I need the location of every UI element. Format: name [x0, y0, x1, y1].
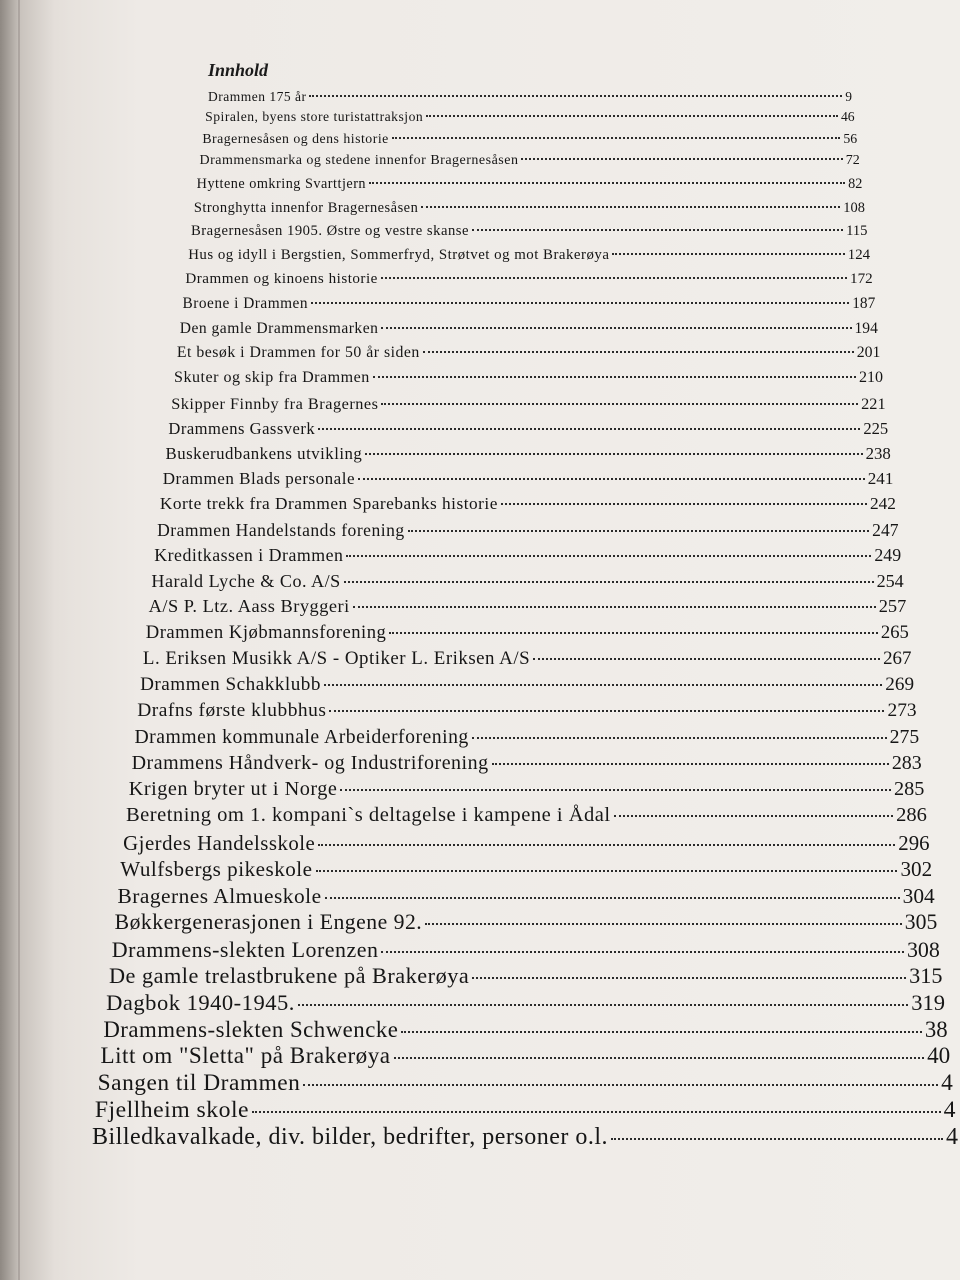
- toc-entry: [208, 89, 852, 105]
- toc-entry-title: Bragernesåsen 1905. Østre og vestre skanse: [191, 223, 469, 240]
- toc-entry-page-number: 269: [885, 673, 915, 695]
- toc-entry-title: Billedkavalkade, div. bilder, bedrifter, personer o.l.: [92, 1124, 609, 1150]
- toc-entry-page-number: 265: [880, 622, 909, 644]
- toc-leader-dots: [612, 253, 844, 255]
- toc-leader-dots: [329, 710, 884, 712]
- toc-entry-page-number: 108: [843, 199, 865, 216]
- toc-entry-page-number: 267: [883, 647, 912, 669]
- toc-entry: [143, 648, 912, 670]
- toc-leader-dots: [389, 632, 878, 634]
- toc-leader-dots: [316, 870, 898, 872]
- toc-entry: [168, 419, 888, 439]
- toc-entry-title: Drammen og kinoens historie: [185, 271, 378, 288]
- toc-entry: [160, 494, 896, 514]
- toc-entry-page-number: 319: [911, 989, 946, 1015]
- toc-entry-title: Gjerdes Handelsskole: [123, 830, 316, 855]
- toc-entry-page-number: 115: [846, 223, 868, 240]
- toc-leader-dots: [394, 1057, 925, 1059]
- toc-leader-dots: [369, 182, 845, 184]
- toc-entry-title: Drammen kommunale Arbeiderforening: [134, 725, 469, 748]
- toc-leader-dots: [501, 503, 867, 505]
- toc-entry: [120, 857, 932, 882]
- toc-entry-title: Hus og idyll i Bergstien, Sommerfryd, Strøtvet og mot Brakerøya: [188, 246, 610, 263]
- toc-entry-page-number: 124: [847, 246, 871, 263]
- toc-leader-dots: [533, 658, 880, 660]
- toc-entry-page-number: 187: [852, 295, 876, 313]
- toc-entry: [191, 223, 867, 240]
- toc-leader-dots: [318, 428, 860, 430]
- toc-leader-dots: [325, 897, 900, 899]
- toc-leader-dots: [353, 606, 876, 608]
- toc-entry: [188, 247, 870, 264]
- toc-entry-title: Buskerudbankens utvikling: [165, 443, 363, 463]
- toc-entry: [146, 622, 909, 644]
- toc-entry-title: Dagbok 1940-1945.: [106, 989, 295, 1015]
- toc-leader-dots: [303, 1084, 938, 1086]
- toc-entry-title: Hyttene omkring Svarttjern: [196, 176, 367, 193]
- toc-entry: [106, 990, 945, 1016]
- toc-entry-page-number: 238: [865, 443, 891, 463]
- toc-entry: [183, 295, 876, 313]
- toc-leader-dots: [472, 977, 906, 979]
- toc-entry-title: Spiralen, byens store turistattraksjon: [205, 108, 424, 124]
- toc-entry-page-number: 4: [943, 1097, 956, 1124]
- page-gutter-shadow: [0, 0, 70, 1280]
- toc-entry-page-number: 72: [845, 153, 860, 169]
- toc-entry: [115, 910, 938, 935]
- toc-entry-title: Skuter og skip fra Drammen: [174, 368, 370, 386]
- toc-entry-title: L. Eriksen Musikk A/S - Optiker L. Eriksen A/S: [142, 647, 531, 669]
- toc-entry-page-number: 315: [909, 963, 943, 989]
- toc-entry-title: Litt om "Sletta" på Brakerøya: [100, 1043, 391, 1070]
- toc-entry-page-number: 304: [902, 883, 935, 908]
- toc-entry-title: Stronghytta innenfor Bragernesåsen: [193, 199, 419, 216]
- toc-entry-title: Drammens Håndverk- og Industriforening: [131, 752, 489, 774]
- toc-entry-title: Drammen Kjøbmannsforening: [145, 622, 387, 644]
- toc-leader-dots: [358, 478, 865, 480]
- toc-entry-title: Bøkkergenerasjonen i Engene 92.: [114, 910, 423, 935]
- toc-entry: [123, 831, 929, 856]
- toc-leader-dots: [381, 327, 851, 329]
- toc-leader-dots: [344, 581, 874, 583]
- toc-entry: [185, 271, 872, 288]
- toc-leader-dots: [401, 1031, 921, 1033]
- toc-leader-dots: [381, 951, 903, 953]
- toc-entry-page-number: 254: [876, 570, 904, 591]
- toc-entry: [126, 804, 927, 827]
- toc-entry-page-number: 302: [900, 857, 933, 882]
- toc-entry-page-number: 257: [878, 596, 907, 617]
- toc-entry-title: Drammen Schakklubb: [140, 673, 321, 695]
- toc-entry: [174, 369, 883, 387]
- toc-entry: [134, 726, 919, 749]
- toc-entry-page-number: 4: [946, 1124, 958, 1150]
- toc-leader-dots: [408, 530, 869, 532]
- toc-entry-page-number: 242: [869, 494, 896, 514]
- toc-entry-title: Bragernes Almueskole: [117, 883, 322, 908]
- toc-entry-title: A/S P. Ltz. Aass Bryggeri: [148, 596, 350, 617]
- toc-entry-title: Sangen til Drammen: [97, 1070, 301, 1097]
- toc-title: Innhold: [208, 60, 269, 80]
- toc-entry-page-number: 285: [893, 778, 925, 801]
- toc-entry: [157, 520, 898, 541]
- toc-entry-title: Skipper Finnby fra Bragernes: [171, 393, 379, 413]
- toc-entry: [151, 571, 903, 592]
- toc-entry-title: Fjellheim skole: [94, 1097, 250, 1124]
- toc-entry-page-number: 9: [845, 88, 852, 104]
- toc-entry: [112, 937, 940, 963]
- toc-entry-page-number: 172: [850, 271, 873, 288]
- toc-entry-title: Harald Lyche & Co. A/S: [151, 570, 341, 591]
- toc-entry-title: Drammens-slekten Schwencke: [103, 1016, 399, 1042]
- toc-entry-title: Drammens-slekten Lorenzen: [111, 936, 379, 962]
- toc-leader-dots: [298, 1004, 908, 1006]
- toc-leader-dots: [311, 302, 849, 304]
- toc-leader-dots: [346, 555, 871, 557]
- toc-entry: [194, 200, 865, 217]
- toc-entry: [132, 752, 922, 775]
- toc-entry-title: Wulfsbergs pikeskole: [120, 857, 313, 882]
- toc-entry-title: Et besøk i Drammen for 50 år siden: [176, 344, 420, 362]
- toc-entry: [129, 778, 925, 801]
- toc-leader-dots: [426, 115, 838, 117]
- toc-entry-page-number: 201: [856, 344, 881, 362]
- toc-leader-dots: [381, 277, 847, 279]
- toc-entry: [140, 674, 914, 696]
- toc-entry: [103, 1017, 947, 1043]
- toc-entry-page-number: 241: [867, 468, 894, 488]
- toc-entry-title: Drammens Gassverk: [168, 418, 316, 438]
- toc-entry-page-number: 275: [889, 725, 920, 748]
- toc-entry: [92, 1124, 958, 1151]
- toc-entry: [180, 320, 878, 338]
- toc-entry-page-number: 296: [898, 830, 930, 855]
- toc-leader-dots: [521, 158, 842, 160]
- toc-entry: [200, 153, 860, 169]
- toc-entry-title: Den gamle Drammensmarken: [179, 319, 379, 337]
- toc-entry-page-number: 221: [861, 393, 886, 413]
- toc-entry-page-number: 194: [854, 319, 878, 337]
- toc-entry-title: Krigen bryter ut i Norge: [128, 778, 338, 801]
- toc-entry-page-number: 4: [941, 1070, 953, 1097]
- toc-entry: [171, 394, 885, 414]
- toc-entry: [109, 963, 943, 989]
- toc-leader-dots: [492, 763, 889, 765]
- toc-entry-page-number: 46: [840, 108, 855, 124]
- toc-leader-dots: [381, 403, 858, 405]
- toc-entry-title: Drammen Blads personale: [162, 468, 356, 488]
- toc-entry: [154, 545, 901, 566]
- toc-leader-dots: [324, 684, 882, 686]
- toc-leader-dots: [614, 815, 893, 817]
- toc-leader-dots: [611, 1138, 943, 1140]
- toc-entry-page-number: 56: [843, 130, 858, 146]
- toc-entry-title: Bragernesåsen og dens historie: [202, 130, 389, 146]
- toc-entry: [205, 109, 854, 125]
- toc-entry-page-number: 273: [887, 699, 917, 721]
- toc-entry: [117, 884, 934, 909]
- toc-entry-page-number: 283: [891, 752, 922, 774]
- toc-leader-dots: [252, 1111, 941, 1113]
- toc-entry-page-number: 247: [872, 519, 899, 540]
- toc-entry-title: Kreditkassen i Drammen: [154, 545, 344, 566]
- toc-entry-page-number: 249: [874, 545, 902, 566]
- toc-entry-page-number: 305: [904, 910, 938, 935]
- toc-entry-page-number: 225: [863, 418, 889, 438]
- toc-leader-dots: [423, 351, 854, 353]
- toc-entry-title: Broene i Drammen: [182, 295, 309, 313]
- toc-leader-dots: [365, 453, 862, 455]
- toc-entry-title: Beretning om 1. kompani`s deltagelse i kampene i Ådal: [125, 804, 611, 827]
- toc-leader-dots: [309, 95, 842, 97]
- toc-leader-dots: [373, 376, 856, 378]
- toc-entry: [149, 596, 907, 617]
- toc-leader-dots: [318, 844, 895, 846]
- toc-entry: [100, 1043, 950, 1070]
- toc-entry-title: Drammen Handelstands forening: [157, 519, 405, 540]
- toc-entry-page-number: 286: [896, 804, 927, 827]
- toc-entry-page-number: 308: [906, 936, 940, 962]
- toc-entry: [166, 444, 891, 464]
- toc-entry: [95, 1097, 956, 1124]
- toc-entry-page-number: 38: [924, 1016, 948, 1042]
- toc-entry-page-number: 82: [848, 176, 863, 193]
- toc-leader-dots: [340, 789, 891, 791]
- toc-entry-page-number: 40: [927, 1043, 951, 1070]
- toc-leader-dots: [425, 923, 902, 925]
- toc-entry: [163, 469, 894, 489]
- toc-entry-title: Drammensmarka og stedene innenfor Bragernesåsen: [199, 153, 519, 169]
- toc-entry: [137, 700, 916, 722]
- page-fold-line: [18, 0, 20, 1280]
- toc-entry-title: Korte trekk fra Drammen Sparebanks historie: [159, 494, 498, 514]
- toc-entry: [197, 176, 863, 193]
- toc-leader-dots: [472, 737, 887, 739]
- toc-entry-title: De gamle trelastbrukene på Brakerøya: [108, 963, 470, 989]
- toc-entry-page-number: 210: [858, 368, 884, 386]
- toc-leader-dots: [392, 137, 841, 139]
- toc-leader-dots: [421, 206, 840, 208]
- toc-entry: [98, 1070, 953, 1097]
- toc-leader-dots: [472, 229, 843, 231]
- toc-entry: [202, 131, 857, 147]
- toc-entry-title: Drammen 175 år: [208, 88, 307, 104]
- toc-entry: [177, 344, 881, 362]
- toc-entry-title: Drafns første klubbhus: [137, 699, 327, 721]
